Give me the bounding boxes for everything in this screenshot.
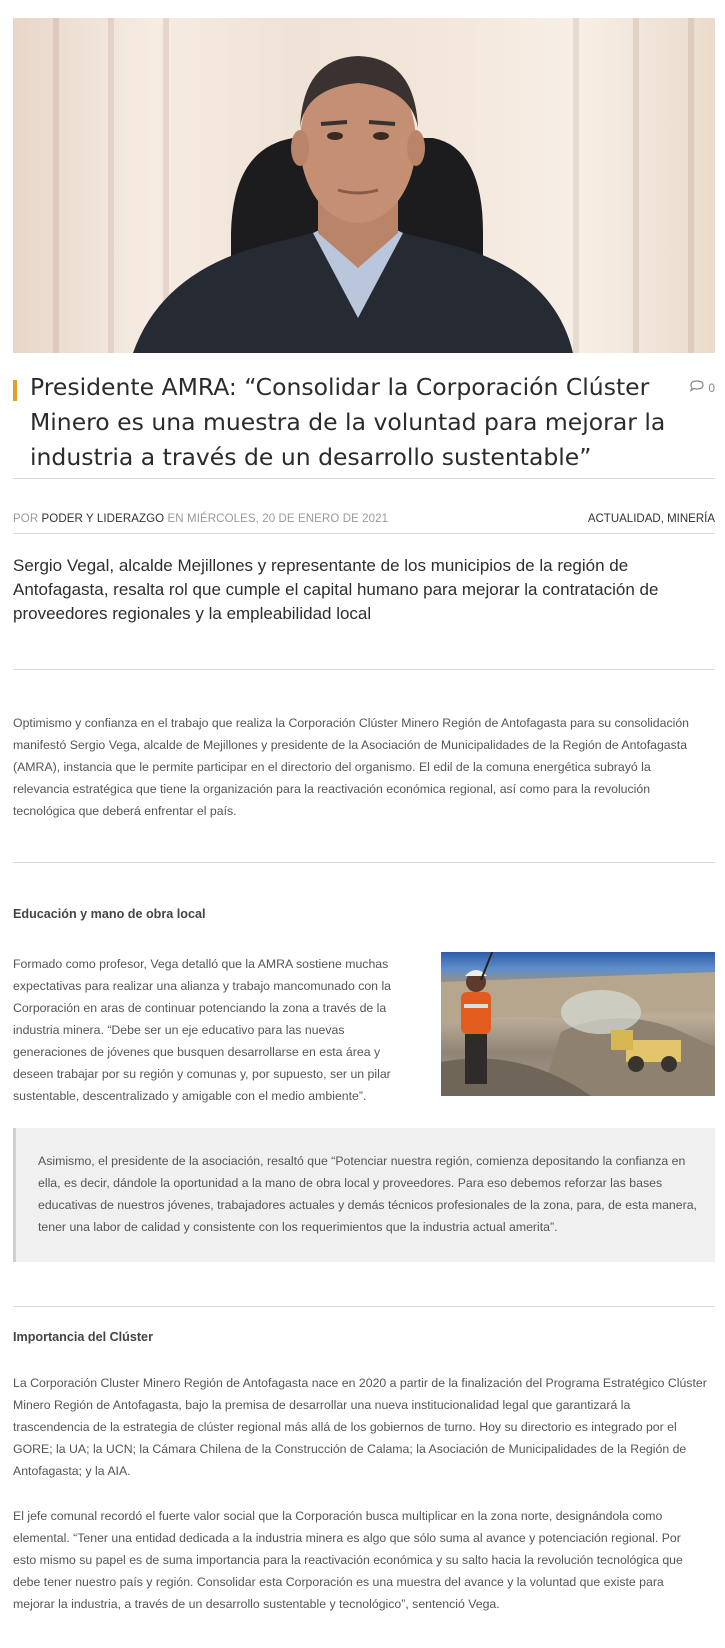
category-link-mineria[interactable]: MINERÍA	[667, 513, 715, 525]
author-link[interactable]: PODER Y LIDERAZGO	[41, 513, 165, 525]
article-meta	[13, 513, 388, 525]
article-title: Presidente AMRA: “Consolidar la Corporación Clúster Minero es una muestra de la voluntad para mejorar la industria a través de un desarrollo sustentable”	[30, 373, 666, 471]
intro-paragraph: Optimismo y confianza en el trabajo que realiza la Corporación Clúster Minero Región de Antofagasta para su consolidación manifestó Sergio Vega, alcalde de Mejillones y presidente de la Asociación de Municipalidades de la Región de Antofagasta (AMRA), instancia que le permite participar en el directorio del organismo. El edil de la comuna energética subrayó la relevancia estratégica que tiene la organización para la reactivación económica regional, así como para la revolución tecnológica que deberá enfrentar el país.	[13, 716, 690, 818]
mining-image	[441, 952, 715, 1096]
divider	[13, 533, 715, 534]
comment-icon	[690, 380, 705, 395]
title-accent-bar	[13, 380, 17, 401]
section-paragraph: Formado como profesor, Vega detalló que la AMRA sostiene muchas expectativas para realizar una alianza y trabajo mancomunado con la Corporación en aras de continuar potenciando la zona a través de la industria minera. “Debe ser un eje educativo para las nuevas generaciones de jóvenes que busquen desarrollarse en esta área y deseen trabajar por su región y comunas y, por supuesto, ser un pilar sustentable, descentralizado y amigable con el medio ambiente”.	[13, 957, 392, 1103]
quote-text: Asimismo, el presidente de la asociación, resaltó que “Potenciar nuestra región, comienza depositando la confianza en ella, es decir, dándole la oportunidad a la mano de obra local y proveedores. Para eso debemos reforzar las bases educativas de nuestros jóvenes, trabajadores actuales y demás técnicos profesionales de la zona, para, de esta manera, tener una labor de calidad y consistente con los requerimientos que la industria actual amerita”.	[38, 1154, 697, 1234]
meta-by: POR	[13, 513, 39, 525]
divider	[13, 862, 715, 863]
section-heading: Importancia del Clúster	[13, 1330, 153, 1344]
meta-on: EN	[167, 513, 184, 525]
blockquote	[13, 1128, 715, 1262]
category-link-actualidad[interactable]: ACTUALIDAD	[587, 513, 661, 525]
section-paragraph: El jefe comunal recordó el fuerte valor social que la Corporación busca multiplicar en la zona norte, designándola como elemental. “Tener una entidad dedicada a la industria minera es algo que sólo suma al avance y potenciación regional. Por esto mismo su papel es de suma importancia para la reactivación económica y su salto hacia la revolución tecnológica que debe tener nuestro país y región. Consolidar esta Corporación es una muestra del avance y la voluntad que existe para mejorar la industria, a través de un desarrollo sustentable y tecnológico”, sentenció Vega.	[13, 1509, 683, 1611]
publish-date: MIÉRCOLES, 20 DE ENERO DE 2021	[187, 513, 389, 525]
divider	[13, 669, 715, 670]
comment-count[interactable]	[690, 380, 715, 395]
category-list: ACTUALIDAD, MINERÍA	[587, 513, 715, 525]
divider	[13, 478, 715, 479]
section-heading: Educación y mano de obra local	[13, 907, 206, 921]
section-paragraph: La Corporación Cluster Minero Región de Antofagasta nace en 2020 a partir de la finalización del Programa Estratégico Clúster Minero Región de Antofagasta, bajo la premisa de desarrollar una nueva institucionalidad legal que garantizará la trascendencia de la estrategia de clúster regional más allá de los gobiernos de turno. Hoy su directorio es integrado por el GORE; la UA; la UCN; la Cámara Chilena de la Construcción de Calama; la Asociación de Municipalidades de la Región de Antofagasta; y la AIA.	[13, 1376, 707, 1478]
comment-count-value: 0	[708, 380, 715, 395]
hero-image	[13, 18, 715, 353]
article-lead: Sergio Vegal, alcalde Mejillones y representante de los municipios de la región de Antofagasta, resalta rol que cumple el capital humano para mejorar la contratación de proveedores regionales y la empleabilidad local	[13, 556, 659, 623]
divider	[13, 1306, 715, 1307]
